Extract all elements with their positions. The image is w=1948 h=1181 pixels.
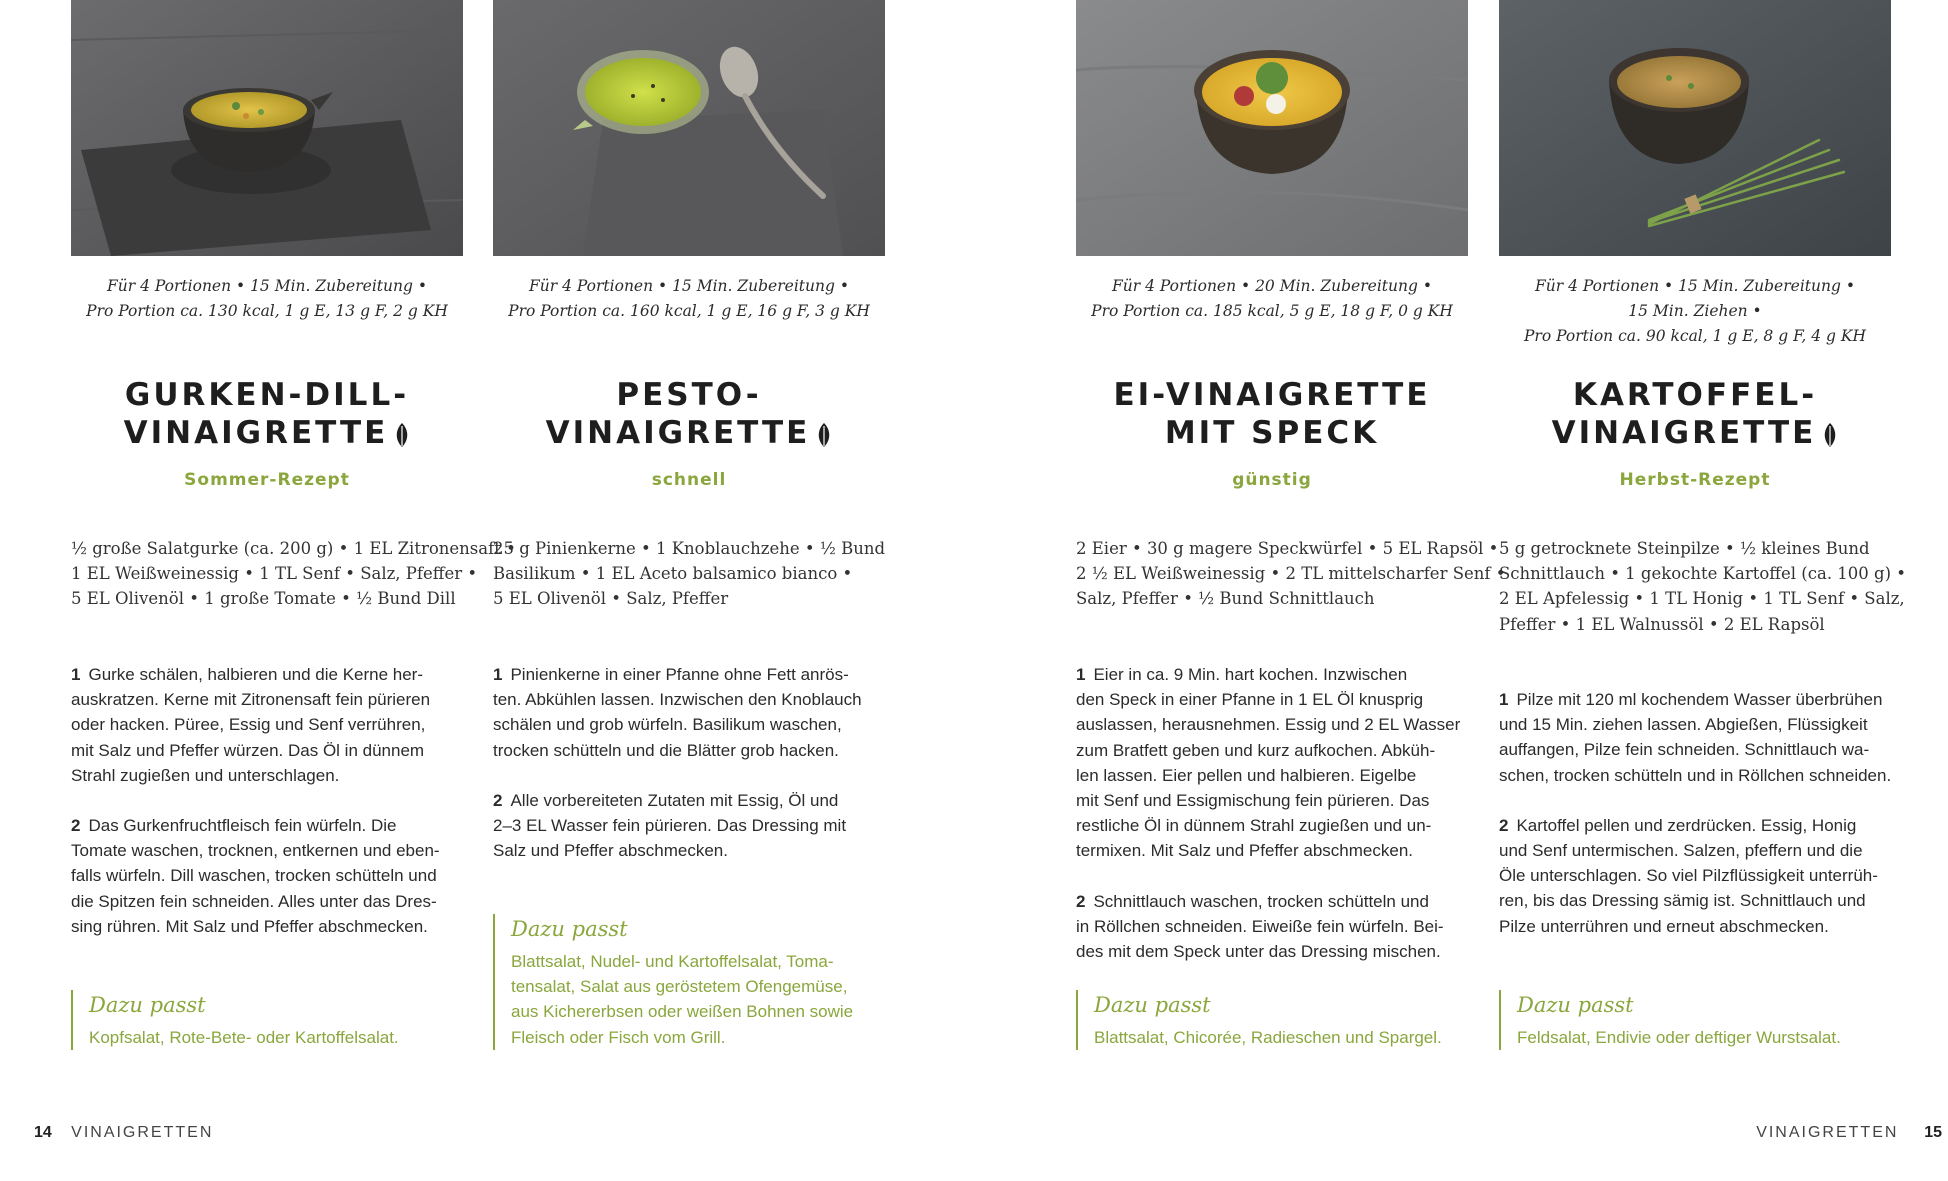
step-line: Öle unterschlagen. So viel Pilzflüssigkeit unterrüh-	[1499, 866, 1878, 886]
step-line: Kartoffel pellen und zerdrücken. Essig, Honig	[1516, 815, 1857, 835]
meta-line: Pro Portion ca. 130 kcal, 1 g E, 13 g F, 2 g KH	[86, 302, 448, 320]
tip-line: Fleisch oder Fisch vom Grill.	[511, 1027, 726, 1047]
step-line: in Röllchen schneiden. Eiweiße fein würfeln. Bei-	[1076, 916, 1444, 936]
step-1	[493, 662, 913, 763]
ingredients	[71, 536, 516, 612]
step-line: ten. Abkühlen lassen. Inzwischen den Knoblauch	[493, 690, 862, 710]
ingredient-line: 1 EL Weißweinessig • 1 TL Senf • Salz, Pfeffer •	[71, 564, 478, 584]
title-line: VINAIGRETTE	[123, 415, 389, 451]
ingredient-line: 5 EL Olivenöl • Salz, Pfeffer	[493, 589, 729, 609]
tip-heading: Dazu passt	[1094, 993, 1211, 1017]
step-number: 2	[71, 816, 81, 836]
title-line: GURKEN-DILL-	[124, 377, 410, 413]
recipe-photo	[1499, 0, 1891, 256]
ingredient-line: 2 Eier • 30 g magere Speckwürfel • 5 EL Rapsöl •	[1076, 539, 1499, 558]
ingredient-line: ½ große Salatgurke (ca. 200 g) • 1 EL Zitronensaft •	[71, 539, 516, 558]
step-line: mit Senf und Essigmischung fein pürieren. Das	[1076, 791, 1430, 811]
tip-heading: Dazu passt	[89, 993, 206, 1017]
recipe-photo	[1076, 0, 1468, 256]
title-line: KARTOFFEL-	[1572, 377, 1818, 413]
step-line: und 15 Min. ziehen lassen. Abgießen, Flüssigkeit	[1499, 715, 1868, 735]
ingredient-line: Basilikum • 1 EL Aceto balsamico bianco •	[493, 564, 853, 584]
step-line: Pilze unterrühren und erneut abschmecken.	[1499, 916, 1829, 936]
step-line: auffangen, Pilze fein schneiden. Schnittlauch wa-	[1499, 740, 1870, 760]
title-line: EI-VINAIGRETTE	[1113, 377, 1431, 413]
step-line: Pinienkerne in einer Pfanne ohne Fett anrös-	[510, 665, 849, 684]
tip-box	[1499, 990, 1841, 1050]
title-line: VINAIGRETTE	[545, 415, 811, 451]
recipe-meta	[71, 274, 463, 350]
step-line: falls würfeln. Dill waschen, trocken schütteln und	[71, 866, 437, 886]
meta-line: Pro Portion ca. 185 kcal, 5 g E, 18 g F, 0 g KH	[1091, 302, 1453, 320]
meta-line: Für 4 Portionen • 20 Min. Zubereitung •	[1112, 277, 1432, 295]
step-1	[1499, 687, 1919, 788]
recipe-meta	[493, 274, 885, 350]
tip-heading: Dazu passt	[511, 917, 628, 941]
step-line: oder hacken. Püree, Essig und Senf verrühren,	[71, 715, 426, 735]
recipe-photo	[71, 0, 463, 256]
recipe-kartoffel	[1499, 0, 1907, 1047]
tip-line: Blattsalat, Nudel- und Kartoffelsalat, Toma-	[511, 952, 834, 971]
step-2	[1499, 813, 1919, 939]
recipe-subtitle: Herbst-Rezept	[1619, 470, 1771, 490]
recipe-meta	[1076, 274, 1468, 350]
dressing-bowl-photo	[493, 0, 885, 256]
step-line: Gurke schälen, halbieren und die Kerne her-	[88, 665, 424, 684]
step-line: den Speck in einer Pfanne in 1 EL Öl knusprig	[1076, 690, 1424, 710]
recipe-subtitle: Sommer-Rezept	[184, 470, 350, 490]
recipe-subtitle: günstig	[1232, 470, 1312, 490]
ingredient-line: Salz, Pfeffer • ½ Bund Schnittlauch	[1076, 589, 1375, 609]
page-number: 14	[34, 1124, 52, 1141]
section-label: VINAIGRETTEN	[1756, 1124, 1899, 1141]
ingredient-line: 5 EL Olivenöl • 1 große Tomate • ½ Bund Dill	[71, 589, 456, 609]
dressing-bowl-photo	[1076, 0, 1468, 256]
tip-box	[1076, 990, 1442, 1050]
page-number: 15	[1924, 1124, 1942, 1141]
ingredients	[493, 536, 913, 612]
ingredient-line: 2 ½ EL Weißweinessig • 2 TL mittelscharfer Senf •	[1076, 564, 1506, 584]
step-line: 2–3 EL Wasser fein pürieren. Das Dressing mit	[493, 816, 847, 836]
step-line: Das Gurkenfruchtfleisch fein würfeln. Die	[88, 816, 397, 836]
step-line: die Spitzen fein schneiden. Alles unter das Dres-	[71, 891, 437, 911]
recipe-meta	[1499, 274, 1891, 350]
tip-line: aus Kichererbsen oder weißen Bohnen sowie	[511, 1002, 854, 1022]
step-number: 2	[1076, 891, 1086, 911]
recipe-gurken-dill	[71, 0, 516, 1047]
ingredient-line: 25 g Pinienkerne • 1 Knoblauchzehe • ½ Bund	[493, 539, 886, 558]
meta-line: Pro Portion ca. 160 kcal, 1 g E, 16 g F, 3 g KH	[508, 302, 870, 320]
meta-line: Für 4 Portionen • 15 Min. Zubereitung •	[107, 277, 427, 295]
tip-heading: Dazu passt	[1517, 993, 1634, 1017]
step-line: Schnittlauch waschen, trocken schütteln und	[1093, 891, 1429, 911]
tip-line: Kopfsalat, Rote-Bete- oder Kartoffelsalat.	[89, 1028, 399, 1047]
footer-right	[1756, 1124, 1942, 1142]
step-number: 1	[493, 665, 503, 684]
step-line: restliche Öl in dünnem Strahl zugießen und un-	[1076, 816, 1432, 836]
step-line: zum Bratfett geben und kurz aufkochen. Abküh-	[1076, 740, 1436, 760]
leaf-icon	[1822, 422, 1838, 448]
tip-box	[493, 914, 853, 1050]
step-line: len lassen. Eier pellen und halbieren. Eigelbe	[1076, 765, 1417, 785]
meta-line: 15 Min. Ziehen •	[1628, 302, 1762, 320]
step-line: ren, bis das Dressing sämig ist. Schnittlauch und	[1499, 891, 1866, 911]
step-1	[1076, 662, 1496, 864]
step-line: auslassen, herausnehmen. Essig und 2 EL Wasser	[1076, 715, 1461, 735]
ingredient-line: Schnittlauch • 1 gekochte Kartoffel (ca. 100 g) •	[1499, 564, 1907, 584]
meta-line: Pro Portion ca. 90 kcal, 1 g E, 8 g F, 4 g KH	[1524, 327, 1866, 345]
step-number: 1	[1076, 665, 1086, 684]
step-line: des mit dem Speck unter das Dressing mischen.	[1076, 942, 1441, 962]
ingredient-line: 5 g getrocknete Steinpilze • ½ kleines Bund	[1499, 539, 1870, 558]
tip-line: Feldsalat, Endivie oder deftiger Wurstsalat.	[1517, 1028, 1841, 1047]
steps	[71, 662, 491, 964]
recipe-photo	[493, 0, 885, 256]
ingredient-line: 2 EL Apfelessig • 1 TL Honig • 1 TL Senf • Salz,	[1499, 589, 1905, 609]
step-number: 2	[1499, 815, 1509, 835]
step-line: Eier in ca. 9 Min. hart kochen. Inzwischen	[1093, 665, 1408, 684]
steps	[1499, 687, 1919, 964]
step-2	[493, 788, 913, 864]
step-number: 2	[493, 790, 503, 810]
step-2	[71, 813, 491, 939]
step-line: Tomate waschen, trocknen, entkernen und eben-	[71, 841, 440, 861]
meta-line: Für 4 Portionen • 15 Min. Zubereitung •	[529, 277, 849, 295]
step-line: Pilze mit 120 ml kochendem Wasser überbrühen	[1516, 690, 1883, 709]
section-label: VINAIGRETTEN	[71, 1124, 214, 1141]
steps	[493, 662, 913, 888]
step-line: und Senf untermischen. Salzen, pfeffern und die	[1499, 841, 1863, 861]
leaf-icon	[816, 422, 832, 448]
step-line: trocken schütteln und die Blätter grob hacken.	[493, 740, 839, 760]
step-line: auskratzen. Kerne mit Zitronensaft fein pürieren	[71, 690, 431, 710]
recipe-title	[71, 376, 463, 452]
step-number: 1	[1499, 690, 1509, 709]
tip-line: Blattsalat, Chicorée, Radieschen und Spargel.	[1094, 1028, 1442, 1047]
steps	[1076, 662, 1496, 989]
footer-left	[34, 1124, 213, 1142]
step-line: sing rühren. Mit Salz und Pfeffer abschmecken.	[71, 916, 428, 936]
step-line: schen, trocken schütteln und in Röllchen schneiden.	[1499, 765, 1892, 785]
step-line: schälen und grob würfeln. Basilikum waschen,	[493, 715, 842, 735]
leaf-icon	[394, 422, 410, 448]
dressing-bowl-photo	[71, 0, 463, 256]
step-line: termixen. Mit Salz und Pfeffer abschmecken.	[1076, 841, 1414, 861]
recipe-title	[1076, 376, 1468, 452]
recipe-pesto	[493, 0, 886, 1047]
step-line: Strahl zugießen und unterschlagen.	[71, 765, 340, 785]
step-2	[1076, 889, 1496, 965]
step-line: mit Salz und Pfeffer würzen. Das Öl in dünnem	[71, 740, 425, 760]
step-number: 1	[71, 665, 81, 684]
ingredient-line: Pfeffer • 1 EL Walnussöl • 2 EL Rapsöl	[1499, 614, 1825, 634]
ingredients	[1076, 536, 1506, 612]
tip-box	[71, 990, 399, 1050]
ingredients	[1499, 536, 1919, 637]
recipe-ei-vinaigrette	[1076, 0, 1506, 1047]
meta-line: Für 4 Portionen • 15 Min. Zubereitung •	[1535, 277, 1855, 295]
recipe-title	[493, 376, 885, 452]
recipe-title	[1499, 376, 1891, 452]
title-line: VINAIGRETTE	[1551, 415, 1817, 451]
dressing-bowl-photo	[1499, 0, 1891, 256]
recipe-subtitle: schnell	[651, 470, 727, 490]
tip-line: tensalat, Salat aus geröstetem Ofengemüse,	[511, 977, 848, 997]
step-line: Alle vorbereiteten Zutaten mit Essig, Öl und	[510, 790, 839, 810]
step-1	[71, 662, 491, 788]
title-line: PESTO-	[616, 377, 762, 413]
step-line: Salz und Pfeffer abschmecken.	[493, 841, 728, 861]
title-line: MIT SPECK	[1164, 415, 1380, 451]
